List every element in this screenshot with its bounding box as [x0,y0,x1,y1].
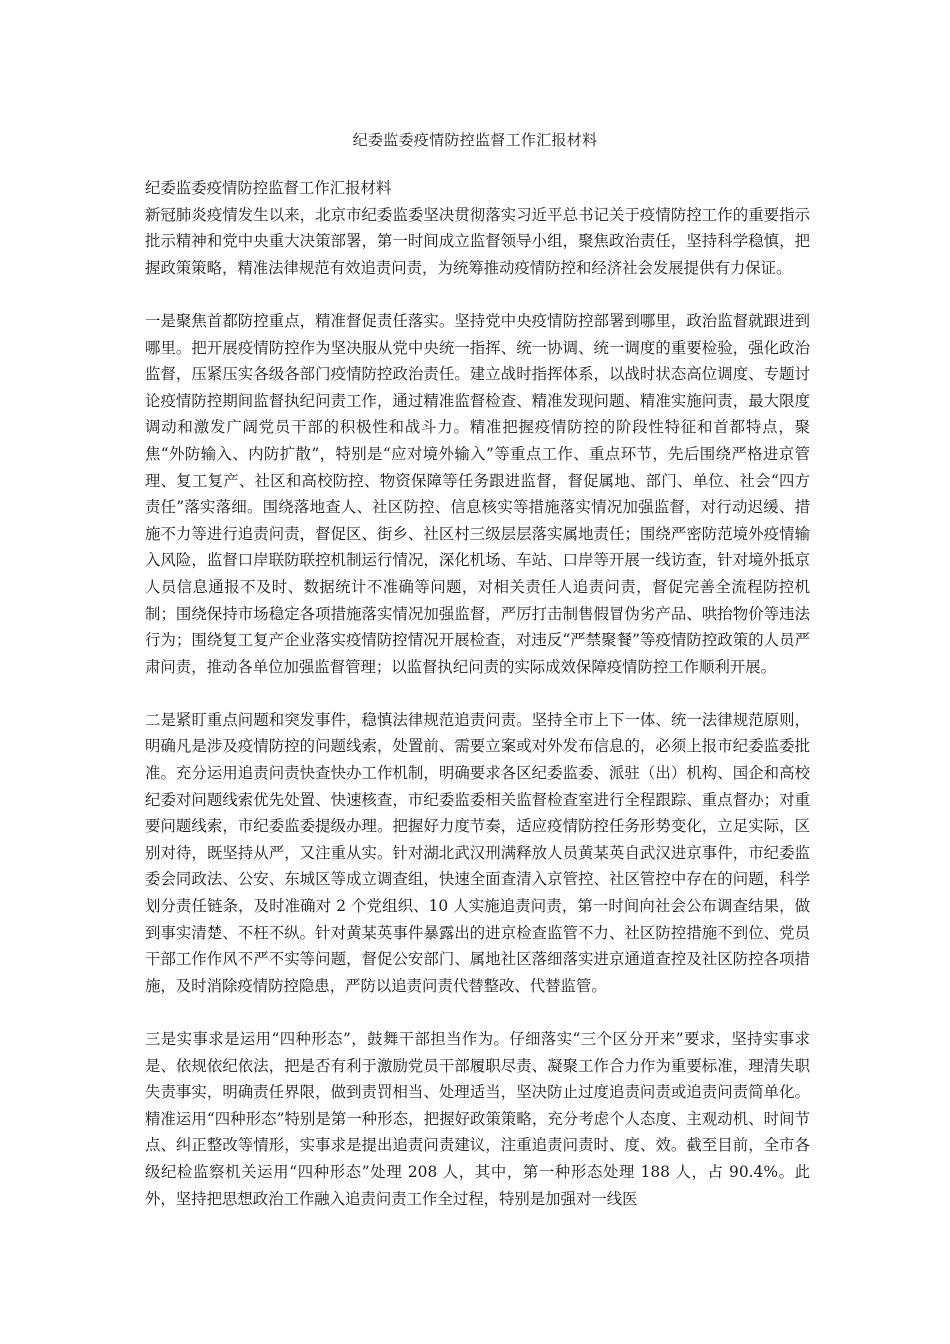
paragraph-intro: 新冠肺炎疫情发生以来，北京市纪委监委坚决贯彻落实习近平总书记关于疫情防控工作的重要指示批示精神和党中央重大决策部署，第一时间成立监督领导小组，聚焦政治责任，坚持科学稳慎，把握政策策略，精准法律规范有效追责问责，为统筹推动疫情防控和经济社会发展提供有力保证。 [145,205,810,277]
document-body [145,175,810,1212]
paragraph-3: 三是实事求是运用“四种形态”，鼓舞干部担当作为。仔细落实“三个区分开来”要求，坚持实事求是、依规依纪依法，把是否有利于激励党员干部履职尽责、凝聚工作合力作为重要标准，理清失职失责事实，明确责任界限，做到责罚相当、处理适当，坚决防止过度追责问责或追责问责简单化。精准运用“四种形态”特别是第一种形态，把握好政策策略，充分考虑个人态度、主观动机、时间节点、纠正整改等情形，实事求是提出追责问责建议，注重追责问责时、度、效。截至目前，全市各级纪检监察机关运用“四种形态”处理 208 人，其中，第一种形态处理 188 人，占 90.4%。此外，坚持把思想政治工作融入追责问责工作全过程，特别是加强对一线医 [145,1030,810,1208]
paragraph-2: 二是紧盯重点问题和突发事件，稳慎法律规范追责问责。坚持全市上下一体、统一法律规范原则，明确凡是涉及疫情防控的问题线索，处置前、需要立案或对外发布信息的，必须上报市纪委监委批准。充分运用追责问责快查快办工作机制，明确要求各区纪委监委、派驻（出）机构、国企和高校纪委对问题线索优先处置、快速核查，市纪委监委相关监督检查室进行全程跟踪、重点督办；对重要问题线索，市纪委监委提级办理。把握好力度节奏，适应疫情防控任务形势变化，立足实际，区别对待，既坚持从严，又注重从实。针对湖北武汉刑满释放人员黄某英自武汉进京事件，市纪委监委会同政法、公安、东城区等成立调查组，快速全面查清入京管控、社区管控中存在的问题，科学划分责任链条，及时准确对 2 个党组织、10 人实施追责问责，第一时间向社会公布调查结果，做到事实清楚、不枉不纵。针对黄某英事件暴露出的进京检查监管不力、社区防控措施不到位、党员干部工作作风不严不实等问题，督促公安部门、属地社区落细落实进京通道查控及社区防控各项措施，及时消除疫情防控隐患，严防以追责问责代替整改、代替监管。 [145,710,810,995]
document-subtitle: 纪委监委疫情防控监督工作汇报材料 [145,179,392,197]
document-title: 纪委监委疫情防控监督工作汇报材料 [352,131,598,149]
paragraph-1: 一是聚焦首都防控重点，精准督促责任落实。坚持党中央疫情防控部署到哪里，政治监督就跟进到哪里。把开展疫情防控作为坚决服从党中央统一指挥、统一协调、统一调度的重要检验，强化政治监督，压紧压实各级各部门疫情防控政治责任。建立战时指挥体系，以战时状态高位调度、专题讨论疫情防控期间监督执纪问责工作，通过精准监督检查、精准发现问题、精准实施问责，最大限度调动和激发广阔党员干部的积极性和战斗力。精准把握疫情防控的阶段性特征和首都特点，聚焦“外防输入、内防扩散”，特别是“应对境外输入”等重点工作、重点环节，先后围绕严格进京管理、复工复产、社区和高校防控、物资保障等任务跟进监督，督促属地、部门、单位、社会“四方责任”落实落细。围绕落地查人、社区防控、信息核实等措施落实情况加强监督，对行动迟缓、措施不力等进行追责问责，督促区、街乡、社区村三级层层落实属地责任；围绕严密防范境外疫情输入风险，监督口岸联防联控机制运行情况，深化机场、车站、口岸等开展一线访查，针对境外抵京人员信息通报不及时、数据统计不准确等问题，对相关责任人追责问责，督促完善全流程防控机制；围绕保持市场稳定各项措施落实情况加强监督，严厉打击制售假冒伪劣产品、哄抬物价等违法行为；围绕复工复产企业落实疫情防控情况开展检查，对违反“严禁聚餐”等疫情防控政策的人员严肃问责，推动各单位加强监督管理；以监督执纪问责的实际成效保障疫情防控工作顺利开展。 [145,311,810,676]
